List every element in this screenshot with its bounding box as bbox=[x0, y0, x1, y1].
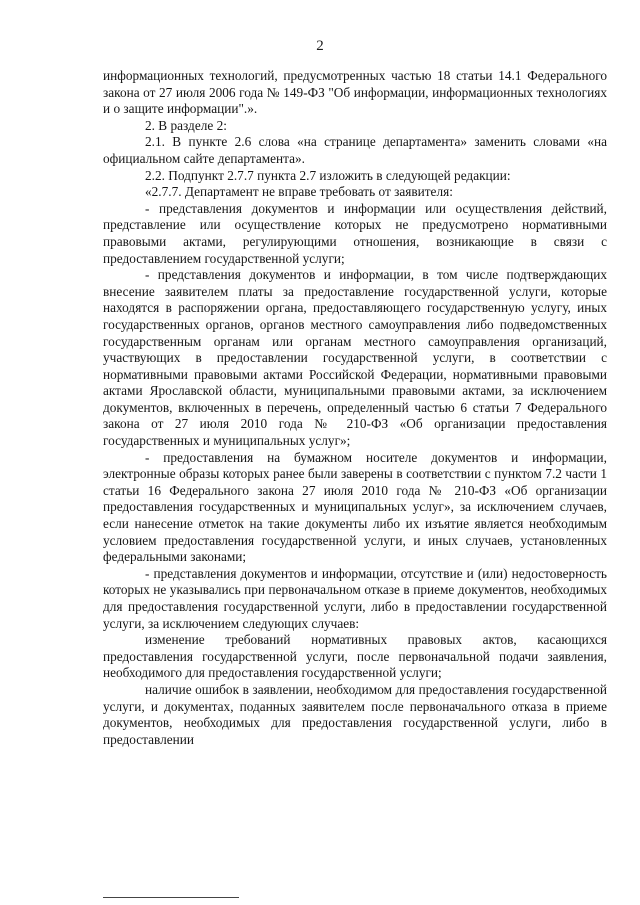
exception-case-1: изменение требований нормативных правовых актов, касающихся предоставления государственной услуги, после первоначальной подачи заявления, необходимого для предоставления государственной услуги; bbox=[103, 632, 607, 681]
list-item-2: - представления документов и информации, в том числе подтверждающих внесение заявителем платы за предоставление государственной услуги, которые находятся в распоряжении органа, предоставляющего государственную услугу, иных государственных органов, органов местного самоуправления либо подведомственных государственным органам или органам местного самоуправления организаций, участвующих в предоставлении государственной услуги, в соответствии с нормативными правовыми актами Российской Федерации, нормативными правовыми актами Ярославской области, муниципальными правовыми актами, за исключением документов, включенных в перечень, определенный частью 6 статьи 7 Федерального закона от 27 июля 2010 года № 210-ФЗ «Об организации предоставления государственных и муниципальных услуг»; bbox=[103, 267, 607, 449]
paragraph-2-1: 2.1. В пункте 2.6 слова «на странице департамента» заменить словами «на официальном сайте департамента». bbox=[103, 134, 607, 166]
footnote-divider bbox=[103, 897, 239, 898]
document-body bbox=[103, 68, 607, 748]
page-number: 2 bbox=[316, 38, 324, 54]
paragraph-continuation: информационных технологий, предусмотренных частью 18 статьи 14.1 Федерального закона от 27 июля 2006 года № 149-ФЗ "Об информации, информационных технологиях и о защите информации".». bbox=[103, 68, 607, 117]
exception-case-2: наличие ошибок в заявлении, необходимом для предоставления государственной услуги, и документах, поданных заявителем после первоначального отказа в приеме документов, необходимых для предоставления государственной услуги, либо в предоставлении bbox=[103, 681, 607, 747]
paragraph-2-7-7: «2.7.7. Департамент не вправе требовать от заявителя: bbox=[145, 184, 453, 200]
paragraph-section-2: 2. В разделе 2: bbox=[145, 117, 227, 133]
list-item-1: - представления документов и информации или осуществления действий, представление или осуществление которых не предусмотрено нормативными правовыми актами, регулирующими отношения, возникающие в связи с предоставлением государственной услуги; bbox=[103, 200, 607, 266]
list-item-4: - представления документов и информации, отсутствие и (или) недостоверность которых не указывались при первоначальном отказе в приеме документов, необходимых для предоставления государственной услуги, либо в предоставлении государственной услуги, за исключением следующих случаев: bbox=[103, 565, 607, 631]
paragraph-2-2: 2.2. Подпункт 2.7.7 пункта 2.7 изложить в следующей редакции: bbox=[145, 167, 511, 183]
list-item-3: - предоставления на бумажном носителе документов и информации, электронные образы которых ранее были заверены в соответствии с пунктом 7.2 части 1 статьи 16 Федерального закона 27 июля 2010 года № 210-ФЗ «Об организации предоставления государственных и муниципальных услуг», за исключением случаев, если нанесение отметок на такие документы либо их изъятие является необходимым условием предоставления государственной услуги, и иных случаев, установленных федеральными законами; bbox=[103, 449, 607, 565]
